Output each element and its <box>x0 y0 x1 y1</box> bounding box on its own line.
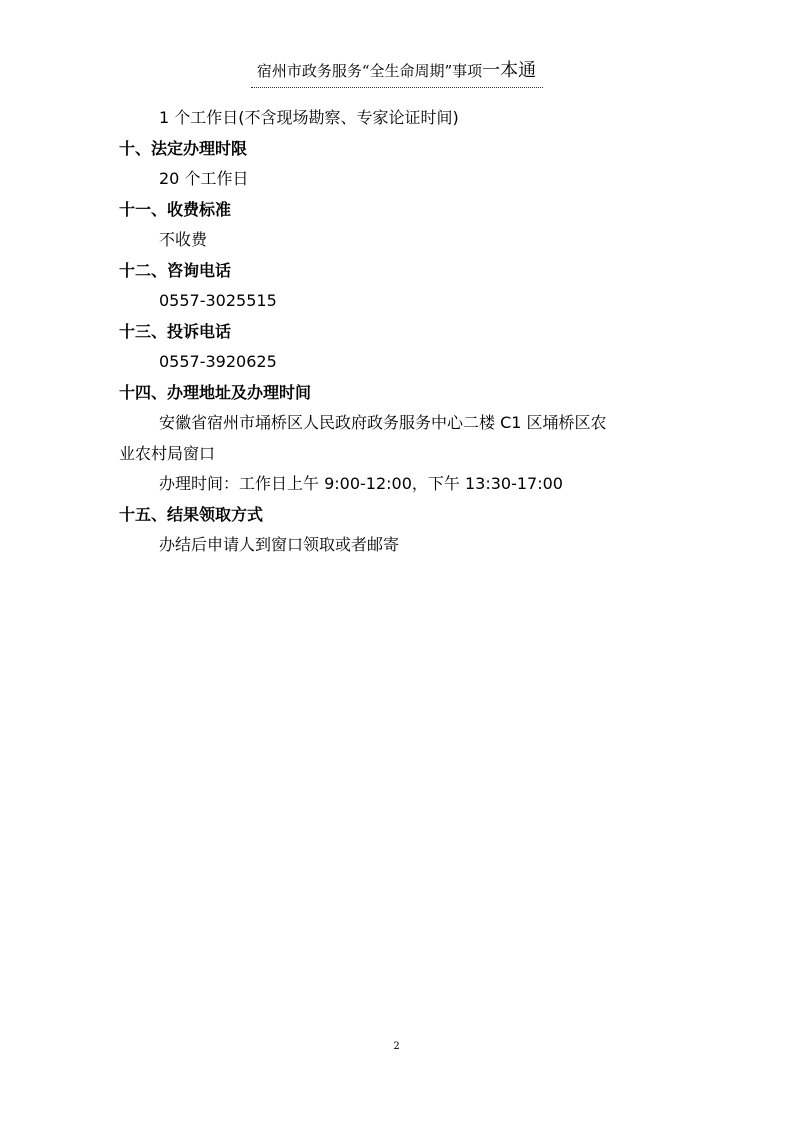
header-title: 宿州市政务服务“全生命周期”事项 <box>256 62 483 80</box>
address-text-continued: 业农村局窗口 <box>119 443 216 463</box>
complaint-phone-text: 0557-3920625 <box>159 352 277 371</box>
address-text: 安徽省宿州市埇桥区人民政府政务服务中心二楼 C1 区埇桥区农 <box>159 413 607 432</box>
page-number: 2 <box>393 1041 400 1052</box>
document-body <box>119 103 699 561</box>
section-heading-complaint-phone: 十三、投诉电话 <box>119 321 232 341</box>
header-underline <box>251 87 543 88</box>
consult-phone-text: 0557-3025515 <box>159 291 277 310</box>
page-header <box>0 61 793 81</box>
section-heading-result-collection: 十五、结果领取方式 <box>119 504 264 524</box>
section-heading-consult-phone: 十二、咨询电话 <box>119 260 232 280</box>
statutory-time-limit-text: 20 个工作日 <box>159 169 249 188</box>
fee-standard-text: 不收费 <box>159 230 208 249</box>
office-hours-text: 办理时间：工作日上午 9:00-12:00，下午 13:30-17:00 <box>159 474 563 493</box>
section-heading-fee-standard: 十一、收费标准 <box>119 199 232 219</box>
section-heading-statutory-time-limit: 十、法定办理时限 <box>119 138 248 158</box>
section-heading-address-and-hours: 十四、办理地址及办理时间 <box>119 382 312 402</box>
result-collection-text: 办结后申请人到窗口领取或者邮寄 <box>159 535 400 554</box>
processing-time-text: 1 个工作日(不含现场勘察、专家论证时间) <box>159 108 459 127</box>
header-title-suffix: 一本通 <box>482 60 537 81</box>
